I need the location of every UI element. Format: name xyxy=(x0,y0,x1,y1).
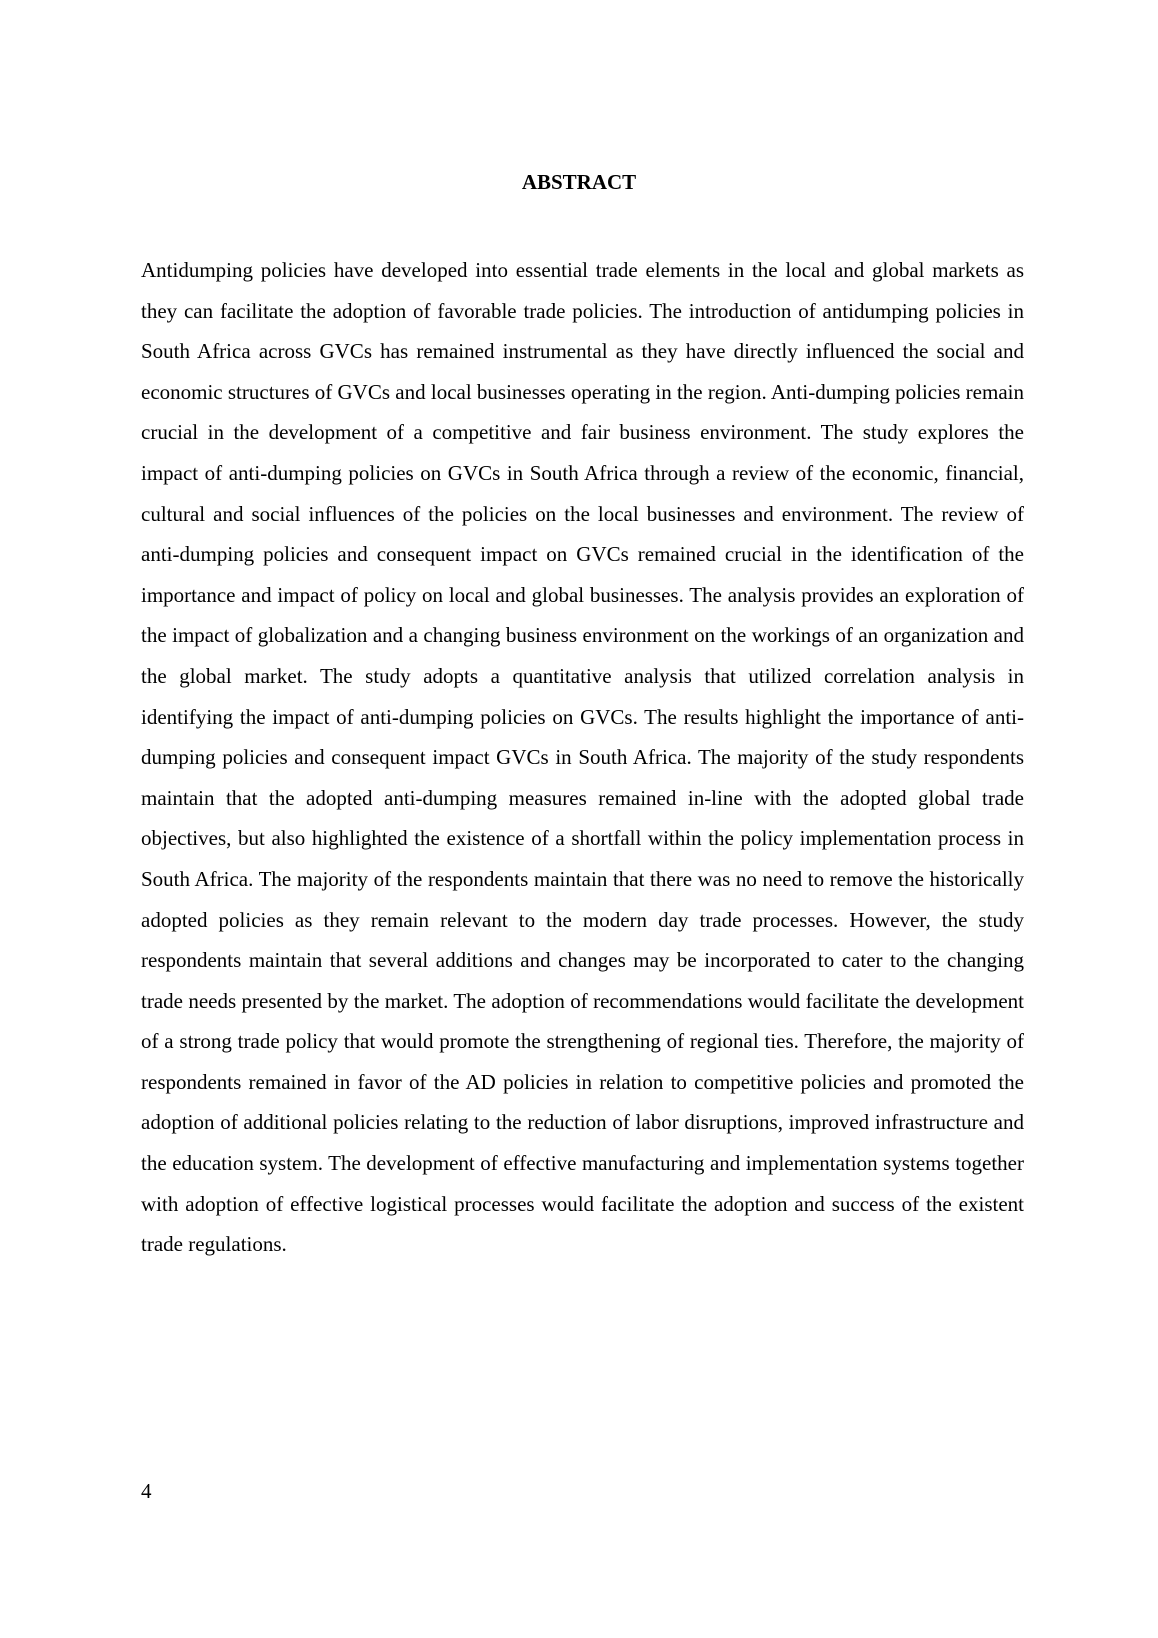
page-number: 4 xyxy=(141,1479,152,1503)
abstract-heading: ABSTRACT xyxy=(521,170,637,194)
abstract-body: Antidumping policies have developed into essential trade elements in the local and global markets as they can facilitate the adoption of favorable trade policies. The introduction of antidumping policies in South Africa across GVCs has remained instrumental as they have directly influenced the social and economic structures of GVCs and local businesses operating in the region. Anti-dumping policies remain crucial in the development of a competitive and fair business environment. The study explores the impact of anti-dumping policies on GVCs in South Africa through a review of the economic, financial, cultural and social influences of the policies on the local businesses and environment. The review of anti-dumping policies and consequent impact on GVCs remained crucial in the identification of the importance and impact of policy on local and global businesses. The analysis provides an exploration of the impact of globalization and a changing business environment on the workings of an organization and the global market. The study adopts a quantitative analysis that utilized correlation analysis in identifying the impact of anti-dumping policies on GVCs. The results highlight the importance of anti-dumping policies and consequent impact GVCs in South Africa. The majority of the study respondents maintain that the adopted anti-dumping measures remained in-line with the adopted global trade objectives, but also highlighted the existence of a shortfall within the policy implementation process in South Africa. The majority of the respondents maintain that there was no need to remove the historically adopted policies as they remain relevant to the modern day trade processes. However, the study respondents maintain that several additions and changes may be incorporated to cater to the changing trade needs presented by the market. The adoption of recommendations would facilitate the development of a strong trade policy that would promote the strengthening of regional ties. Therefore, the majority of respondents remained in favor of the AD policies in relation to competitive policies and promoted the adoption of additional policies relating to the reduction of labor disruptions, improved infrastructure and the education system. The development of effective manufacturing and implementation systems together with adoption of effective logistical processes would facilitate the adoption and success of the existent trade regulations. xyxy=(141,258,1024,1257)
